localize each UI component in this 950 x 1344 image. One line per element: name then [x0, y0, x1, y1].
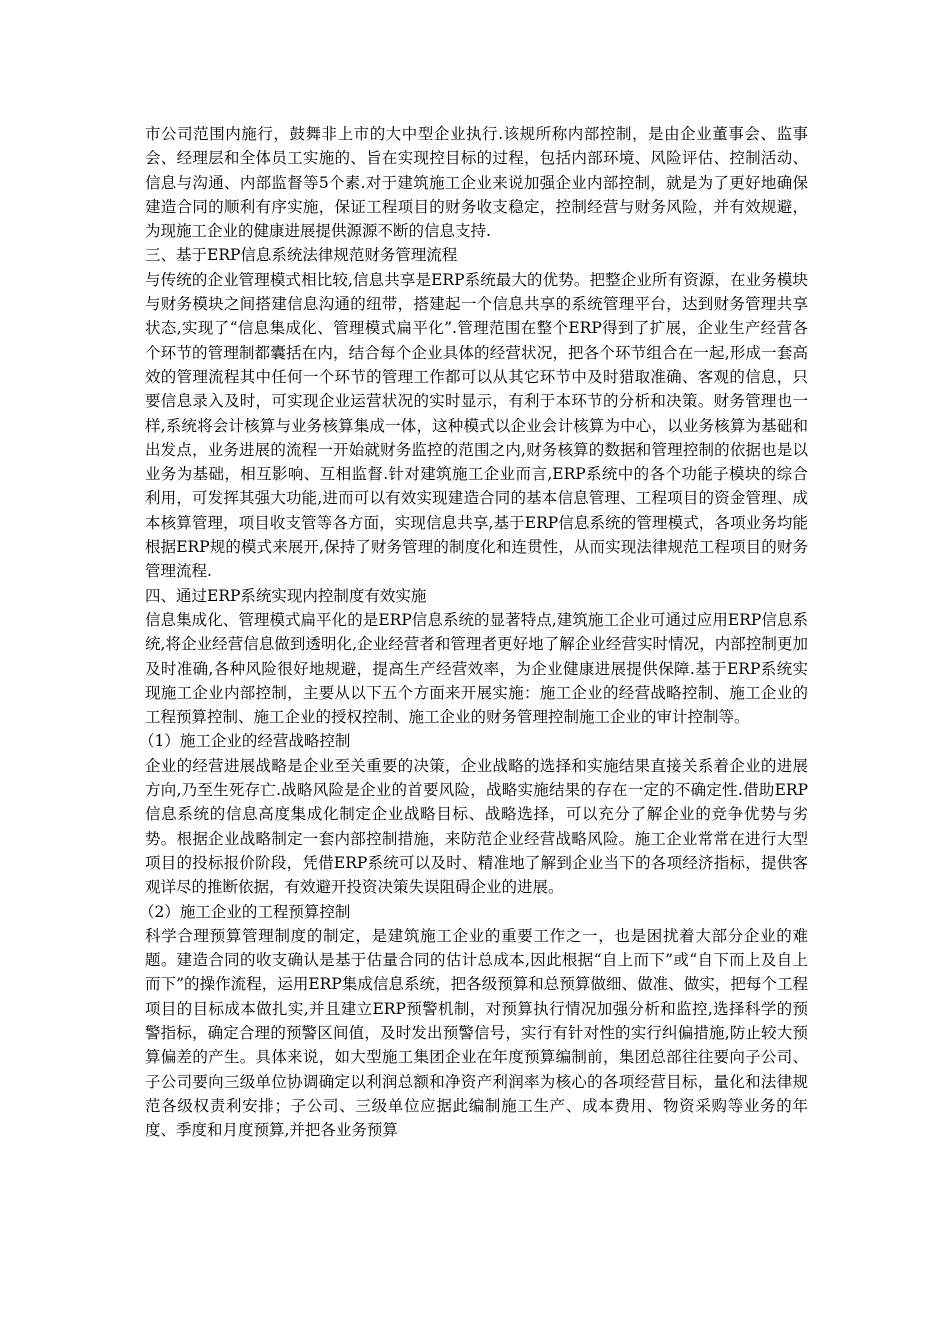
paragraph-internal-control-intro: 市公司范围内施行，鼓舞非上市的大中型企业执行.该规所称内部控制，是由企业董事会、监事会、经理层和全体员工实施的、旨在实现控目标的过程，包括内部环境、风险评估、控制活动、信息与沟通、内部监督等5个素.对于建筑施工企业来说加强企业内部控制，就是为了更好地确保建造合同的顺利有序实施，保证工程项目的财务收支稳定，控制经营与财务风险，并有效规避，为现施工企业的健康进展提供源源不断的信息支持. [145, 125, 808, 241]
paragraph-erp-info-sharing: 与传统的企业管理模式相比较,信息共享是ERP系统最大的优势。把整企业所有资源，在业务模块与财务模块之间搭建信息沟通的纽带，搭建起一个信息共享的系统管理平台，达到财务管理共享状态,实现了“信息集成化、管理模式扁平化”.管理范围在整个ERP得到了扩展，企业生产经营各个环节的管理制都囊括在内，结合每个企业具体的经营状况，把各个环节组合在一起,形成一套高效的管理流程其中任何一个环节的管理工作都可以从其它环节中及时猎取准确、客观的信息，只要信息录入及时，可实现企业运营状况的实时显示，有利于本环节的分析和决策。财务管理也一样,系统将会计核算与业务核算集成一体，这种模式以企业会计核算为中心，以业务核算为基础和出发点，业务进展的流程一开始就财务监控的范围之内,财务核算的数据和管理控制的依据也是以业务为基础，相互影响、互相监督.针对建筑施工企业而言,ERP系统中的各个功能子模块的综合利用，可发挥其强大功能,进而可以有效实现建造合同的基本信息管理、工程项目的资金管理、成本核算管理，项目收支管等各方面，实现信息共享,基于ERP信息系统的管理模式，各项业务均能根据ERP规的模式来展开,保持了财务管理的制度化和连贯性，从而实现法律规范工程项目的财务管理流程. [145, 270, 808, 581]
subheading-strategy-control: （1）施工企业的经营战略控制 [139, 732, 351, 751]
section-heading-three: 三、基于ERP信息系统法律规范财务管理流程 [145, 246, 458, 265]
subheading-budget-control: （2）施工企业的工程预算控制 [139, 902, 351, 921]
paragraph-budget-control: 科学合理预算管理制度的制定，是建筑施工企业的重要工作之一，也是困扰着大部分企业的难题。建造合同的收支确认是基于估量合同的估计总成本,因此根据“自上而下”或“自下而上及自上而下”的操作流程，运用ERP集成信息系统，把各级预算和总预算做细、做准、做实，把每个工程项目的目标成本做扎实,并且建立ERP预警机制，对预算执行情况加强分析和监控,选择科学的预警指标，确定合理的预警区间值，及时发出预警信号，实行有针对性的实行纠偏措施,防止较大预算偏差的产生。具体来说，如大型施工集团企业在年度预算编制前，集团总部往往要向子公司、子公司要向三级单位协调确定以利润总额和净资产利润率为核心的各项经营目标，量化和法律规范各级权责利安排；子公司、三级单位应据此编制施工生产、成本费用、物资采购等业务的年度、季度和月度预算,并把各业务预算 [145, 926, 808, 1140]
document-body [139, 122, 808, 1142]
paragraph-erp-integration: 信息集成化、管理模式扁平化的是ERP信息系统的显著特点,建筑施工企业可通过应用ERP信息系统,将企业经营信息做到透明化,企业经营者和管理者更好地了解企业经营实时情况，内部控制更加及时准确,各种风险很好地规避，提高生产经营效率，为企业健康进展提供保障.基于ERP系统实现施工企业内部控制，主要从以下五个方面来开展实施：施工企业的经营战略控制、施工企业的工程预算控制、施工企业的授权控制、施工企业的财务管理控制施工企业的审计控制等。 [145, 610, 808, 727]
section-heading-four: 四、通过ERP系统实现内控制度有效实施 [145, 586, 427, 605]
paragraph-strategy-control: 企业的经营进展战略是企业至关重要的决策，企业战略的选择和实施结果直接关系着企业的进展方向,乃至生死存亡.战略风险是企业的首要风险，战略实施结果的存在一定的不确定性.借助ERP信息系统的信息高度集成化制定企业战略目标、战略选择，可以充分了解企业的竞争优势与劣势。根据企业战略制定一套内部控制措施，来防范企业经营战略风险。施工企业常常在进行大型项目的投标报价阶段，凭借ERP系统可以及时、精准地了解到企业当下的各项经济指标，提供客观详尽的推断依据，有效避开投资决策失误阻碍企业的进展。 [145, 756, 808, 897]
